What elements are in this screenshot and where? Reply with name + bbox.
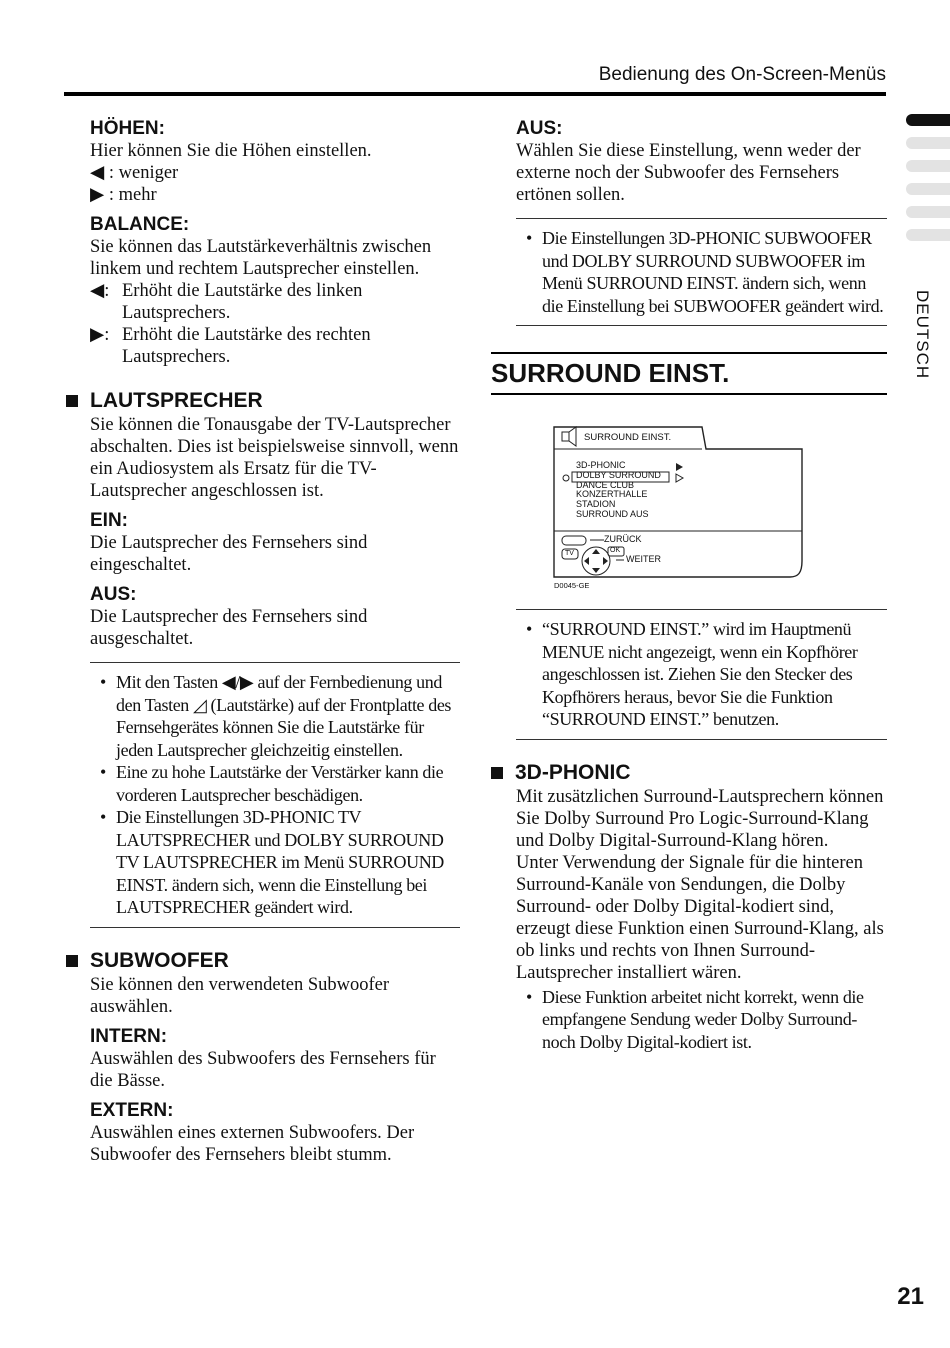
aus-text: Die Lautsprecher des Fernsehers sind ausgeschaltet. <box>90 607 368 649</box>
right-column <box>491 118 887 1053</box>
phonic-section-heading <box>491 760 887 786</box>
intern-text: Auswählen des Subwoofers des Fernsehers für die Bässe. <box>90 1048 436 1091</box>
language-label: DEUTSCH <box>913 290 932 380</box>
osd-menu-item: KONZERTHALLE <box>576 489 648 500</box>
chapter-tabs <box>906 114 950 252</box>
hoehen-heading: HÖHEN: <box>90 118 165 139</box>
phonic-title: 3D-PHONIC <box>515 760 631 784</box>
note-item: • Die Einstellungen 3D-PHONIC TV LAUTSPRECHER und DOLBY SURROUND TV LAUTSPRECHER im Menü SURROUND EINST. ändern sich, wenn die Einstellung bei LAUTSPRECHER geändert wird. <box>100 807 444 917</box>
note-item: • Eine zu hohe Lautstärke der Verstärker kann die vorderen Lautsprecher beschädigen. <box>100 762 444 805</box>
chapter-tab <box>906 206 950 218</box>
note-item: • Die Einstellungen 3D-PHONIC SUBWOOFER und DOLBY SURROUND SUBWOOFER im Menü SURROUND EINST. ändern sich, wenn die Einstellung bei SUBWOOFER geändert wird. <box>526 228 884 316</box>
osd-figure-code: D0045-GE <box>554 581 590 590</box>
square-bullet-icon <box>491 767 503 779</box>
hoehen-text: Hier können Sie die Höhen einstellen. <box>90 141 372 161</box>
osd-tv-key-label: TV <box>565 550 574 557</box>
note-item: • “SURROUND EINST.” wird im Hauptmenü MENUE nicht angezeigt, wenn ein Kopfhörer angeschlossen ist. Ziehen Sie den Stecker des Kopfhörers heraus, bevor Sie die Funktion “SURROUND EINST.” benutzen. <box>526 619 858 729</box>
subwoofer-text: Sie können den verwendeten Subwoofer auswählen. <box>90 974 389 1017</box>
chapter-tab <box>906 137 950 149</box>
surround-section-title: SURROUND EINST. <box>491 352 887 395</box>
osd-next-label: WEITER <box>626 554 661 564</box>
hoehen-more: ▶ : mehr <box>90 185 157 205</box>
lautsprecher-section-heading <box>66 388 460 414</box>
osd-menu-item: DANCE CLUB <box>576 479 635 490</box>
extern-heading: EXTERN: <box>90 1099 174 1121</box>
osd-menu-illustration <box>552 423 812 601</box>
osd-back-label: ZURÜCK <box>604 534 642 544</box>
chapter-tab-active <box>906 114 950 126</box>
lautsprecher-title: LAUTSPRECHER <box>90 389 263 412</box>
chapter-tab <box>906 183 950 195</box>
osd-menu-list <box>576 461 661 520</box>
aus-subwoofer-heading: AUS: <box>516 118 563 139</box>
square-bullet-icon <box>66 395 78 407</box>
chapter-tab <box>906 160 950 172</box>
ein-text: Die Lautsprecher des Fernsehers sind eingeschaltet. <box>90 533 368 575</box>
osd-tab-label: SURROUND EINST. <box>584 432 672 443</box>
square-bullet-icon <box>66 955 78 967</box>
extern-text: Auswählen eines externen Subwoofers. Der Subwoofer des Fernsehers bleibt stumm. <box>90 1122 415 1165</box>
ein-heading: EIN: <box>90 510 128 531</box>
note-item: • Mit den Tasten ◀/▶ auf der Fernbedienung und den Tasten ◿ (Lautstärke) auf der Frontplatte des Fernsehgerätes können Sie die Lautstärke für jeden Lautsprecher gleichzeitig einstellen. <box>100 672 452 760</box>
osd-menu-item: STADION <box>576 499 616 510</box>
phonic-note: • Diese Funktion arbeitet nicht korrekt, wenn die empfangene Sendung weder Dolby Surround- noch Dolby Digital-kodiert ist. <box>526 986 864 1052</box>
balance-right-text: Erhöht die Lautstärke des rechten Lautsprechers. <box>122 325 371 367</box>
osd-menu-item: 3D-PHONIC <box>576 460 626 470</box>
osd-ok-key-label: OK <box>610 547 621 554</box>
page-number: 21 <box>897 1283 924 1310</box>
aus-subwoofer-text: Wählen Sie diese Einstellung, wenn weder der externe noch der Subwoofer des Fernsehers ertönen sollen. <box>516 141 861 205</box>
header-rule <box>64 92 886 96</box>
right-arrow-key: ▶: <box>90 325 110 345</box>
intern-heading: INTERN: <box>90 1025 168 1047</box>
page-header: Bedienung des On-Screen-Menüs <box>598 64 886 85</box>
subwoofer-section-heading <box>66 948 460 974</box>
left-arrow-key: ◀: <box>90 281 110 301</box>
osd-menu-item-selected: DOLBY SURROUND <box>576 469 661 480</box>
phonic-text-2: Unter Verwendung der Signale für die hinteren Surround-Kanäle von Sendungen, die Dolby Surround- oder Dolby Digital-kodiert sind, erzeugt diese Funktion einen Surround-Klang, als ob links und rechts von Ihnen Surround-Lautsprecher installiert wären. <box>516 852 884 983</box>
chapter-tab <box>906 229 950 241</box>
lautsprecher-text: Sie können die Tonausgabe der TV-Lautsprecher abschalten. Dies ist beispielsweise sinnvoll, wenn ein Audiosystem als Ersatz für die TV-Lautsprecher angeschlossen ist. <box>90 415 459 501</box>
subwoofer-title: SUBWOOFER <box>90 948 229 972</box>
subwoofer-note-box <box>516 218 887 326</box>
osd-menu-item: SURROUND AUS <box>576 508 649 519</box>
balance-left-text: Erhöht die Lautstärke des linken Lautsprechers. <box>122 281 363 323</box>
balance-heading: BALANCE: <box>90 214 190 235</box>
balance-right-row <box>90 324 460 368</box>
balance-left-row <box>90 280 460 324</box>
left-column <box>66 118 460 1166</box>
surround-note-box <box>516 609 887 740</box>
hoehen-less: ◀ : weniger <box>90 163 179 183</box>
phonic-text-1: Mit zusätzlichen Surround-Lautsprechern können Sie Dolby Surround Pro Logic-Surround-Klang und Dolby Digital-Surround-Klang hören. <box>516 786 884 851</box>
balance-text: Sie können das Lautstärkeverhältnis zwischen linkem und rechtem Lautsprecher einstellen. <box>90 237 432 279</box>
notes-box <box>90 662 460 928</box>
aus-heading: AUS: <box>90 584 137 605</box>
